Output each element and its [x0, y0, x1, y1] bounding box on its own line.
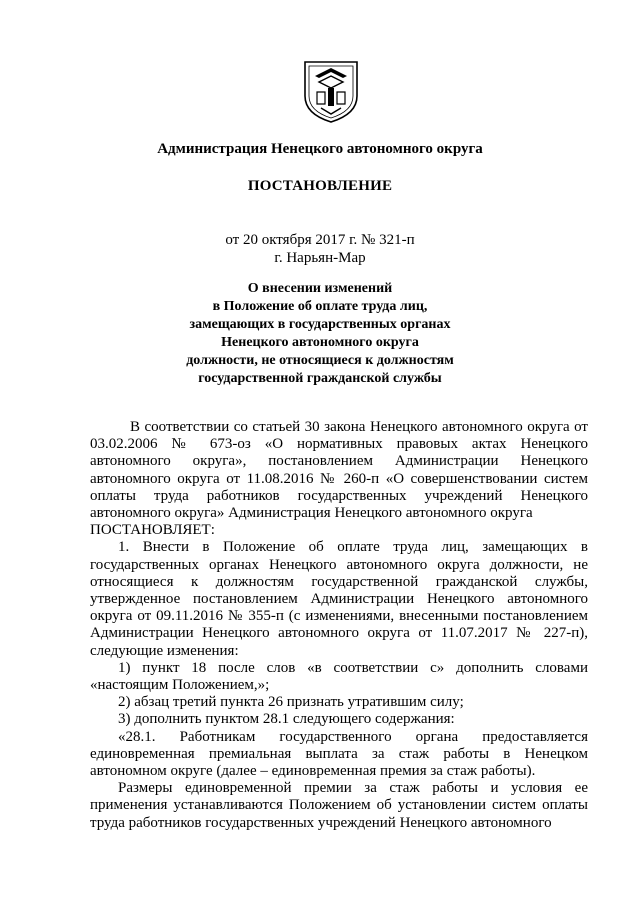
- title-line: государственной гражданской службы: [198, 371, 442, 386]
- amendment-3-paragraph: 3) дополнить пунктом 28.1 следующего содержания:: [118, 711, 455, 728]
- amendment-1-paragraph: 1) пункт 18 после слов «в соответствии с» дополнить словами «настоящим Положением,»;: [90, 659, 588, 694]
- date-number-line: от 20 октября 2017 г. № 321-п: [225, 232, 415, 248]
- amendment-2-paragraph: 2) абзац третий пункта 26 признать утратившим силу;: [118, 694, 464, 711]
- title-line: в Положение об оплате труда лиц,: [212, 299, 428, 314]
- title-line: Ненецкого автономного округа: [221, 335, 419, 350]
- document-type: ПОСТАНОВЛЕНИЕ: [247, 178, 393, 194]
- title-line: О внесении изменений: [247, 281, 393, 296]
- coat-of-arms-emblem: [301, 56, 361, 124]
- title-line: замещающих в государственных органах: [189, 317, 451, 332]
- resolves-word: ПОСТАНОВЛЯЕТ:: [90, 522, 215, 539]
- document-body: [90, 419, 588, 832]
- title-line: должности, не относящиеся к должностям: [186, 353, 454, 368]
- premium-size-paragraph: Размеры единовременной премии за стаж работы и условия ее применения устанавливаются Положением об установлении систем оплаты труда работников государственных учреждений Ненецкого автономного: [90, 780, 588, 831]
- organization-name: Администрация Ненецкого автономного округа: [157, 141, 483, 157]
- clause-28-1-paragraph: «28.1. Работникам государственного органа предоставляется единовременная премиальная выплата за стаж работы в Ненецком автономном округе (далее – единовременная премия за стаж работы).: [90, 728, 588, 780]
- place-line: г. Нарьян-Мар: [274, 250, 366, 266]
- clause-1-paragraph: 1. Внести в Положение об оплате труда лиц, замещающих в государственных органах Ненецкого автономного округа должности, не относящиеся к должностям государственной гражданской службы, утвержденное постановлением Администрации Ненецкого автономного округа от 09.11.2016 № 355-п (с изменениями, внесенными постановлением Администрации Ненецкого автономного округа от 11.07.2017 № 227-п), следующие изменения:: [90, 539, 588, 659]
- document-title: [0, 280, 640, 388]
- preamble-paragraph: В соответствии со статьей 30 закона Ненецкого автономного округа от 03.02.2006 № 673-оз «О нормативных правовых актах Ненецкого автономного округа», постановлением Администрации Ненецкого автономного округа от 11.08.2016 № 260-п «О совершенствовании систем оплаты труда работников государственных учреждений Ненецкого автономного округа» Администрация Ненецкого автономного округа: [90, 419, 588, 522]
